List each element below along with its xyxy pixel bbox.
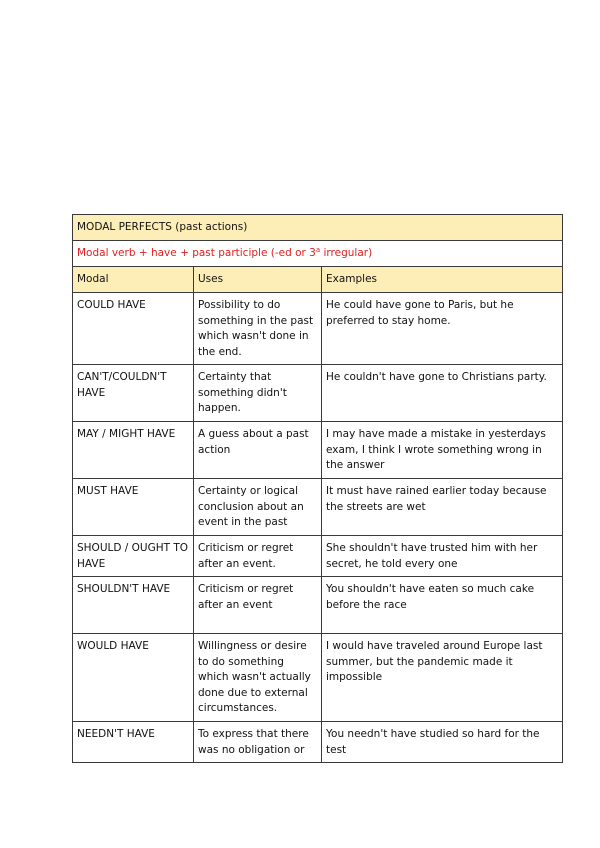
table-title: MODAL PERFECTS (past actions) [73,215,563,241]
table-row [73,634,563,722]
table-row [73,479,563,536]
table-title-row [73,215,563,241]
formula-main: Modal verb + have + past participle (-ed or 3 [77,247,316,259]
formula-superscript: a [315,246,321,254]
header-uses: Uses [194,267,322,293]
modal-cell: SHOULD / OUGHT TO HAVE [73,536,194,577]
modal-cell: SHOULDN'T HAVE [73,577,194,634]
uses-cell: To express that there was no obligation or [194,722,322,763]
uses-cell: Willingness or desire to do something which wasn't actually done due to external circumstances. [194,634,322,722]
example-cell: It must have rained earlier today because the streets are wet [322,479,563,536]
example-cell: I would have traveled around Europe last summer, but the pandemic made it impossible [322,634,563,722]
modal-cell: MUST HAVE [73,479,194,536]
modal-cell: WOULD HAVE [73,634,194,722]
example-cell: I may have made a mistake in yesterdays exam, I think I wrote something wrong in the answer [322,422,563,479]
table-row [73,722,563,763]
uses-cell: Criticism or regret after an event. [194,536,322,577]
uses-cell: Possibility to do something in the past which wasn't done in the end. [194,293,322,365]
table-row [73,365,563,422]
modal-cell: COULD HAVE [73,293,194,365]
table-row [73,422,563,479]
modal-cell: NEEDN'T HAVE [73,722,194,763]
example-cell: She shouldn't have trusted him with her secret, he told every one [322,536,563,577]
uses-cell: Criticism or regret after an event [194,577,322,634]
table-row [73,293,563,365]
example-cell: You needn't have studied so hard for the test [322,722,563,763]
formula-text [73,241,563,267]
example-cell: You shouldn't have eaten so much cake before the race [322,577,563,634]
example-cell: He couldn't have gone to Christians party. [322,365,563,422]
uses-cell: A guess about a past action [194,422,322,479]
table-row [73,536,563,577]
modal-cell: MAY / MIGHT HAVE [73,422,194,479]
table-header-row [73,267,563,293]
header-examples: Examples [322,267,563,293]
uses-cell: Certainty or logical conclusion about an event in the past [194,479,322,536]
header-modal: Modal [73,267,194,293]
modal-perfects-table [72,214,563,763]
modal-cell: CAN'T/COULDN'T HAVE [73,365,194,422]
table-formula-row [73,241,563,267]
table-row [73,577,563,634]
example-cell: He could have gone to Paris, but he preferred to stay home. [322,293,563,365]
uses-cell: Certainty that something didn't happen. [194,365,322,422]
formula-tail: irregular) [320,247,373,259]
